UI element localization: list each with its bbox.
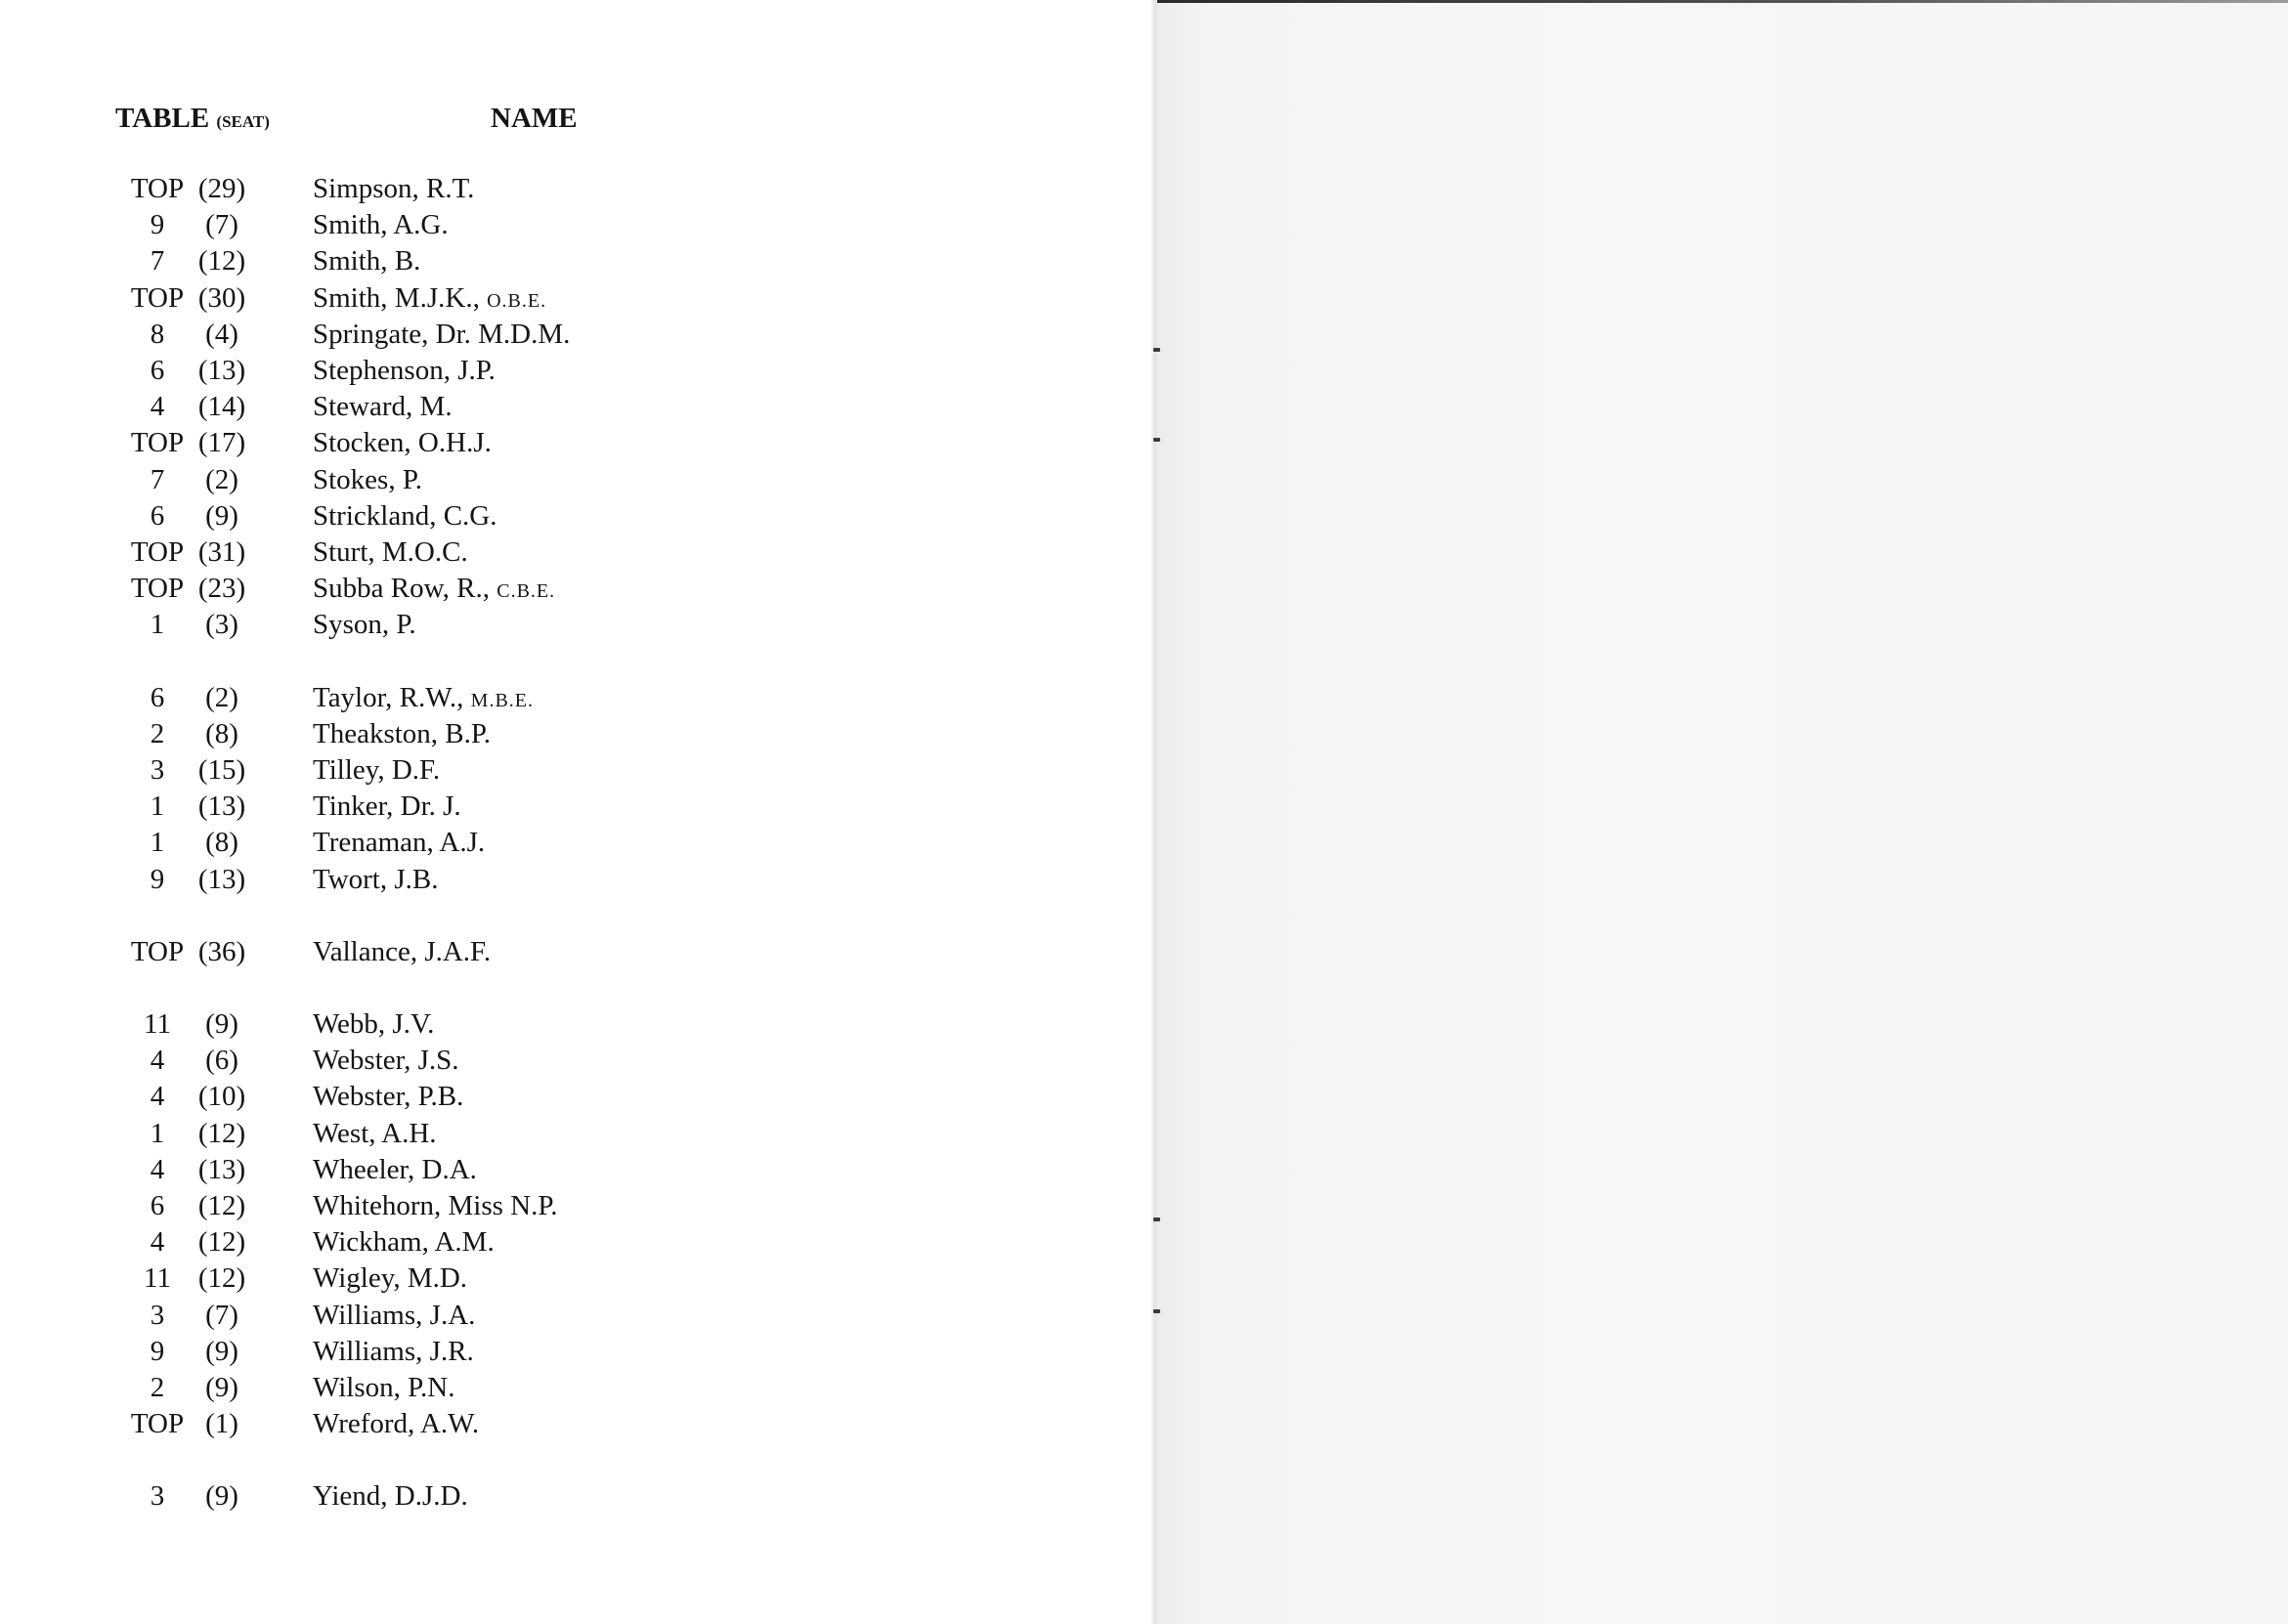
table-row [0, 753, 684, 787]
guest-name-text: Webster, J.S. [313, 1045, 459, 1076]
table-row [0, 244, 684, 278]
table-number: 3 [150, 1480, 165, 1512]
guest-name-text: Wilson, P.N. [313, 1372, 455, 1403]
table-row [0, 1189, 684, 1222]
guest-name [313, 1225, 495, 1259]
table-number: 7 [150, 464, 165, 495]
guest-name [313, 826, 485, 859]
guest-name-text: Syson, P. [313, 609, 416, 640]
guest-name-text: Springate, Dr. M.D.M. [313, 319, 571, 350]
seat-number: (17) [197, 427, 246, 458]
guest-name [313, 1407, 479, 1440]
table-number: 8 [150, 319, 165, 350]
guest-name [313, 608, 416, 641]
guest-name [313, 572, 555, 608]
table-row [0, 172, 684, 205]
seat-number: (12) [197, 1190, 246, 1221]
table-number: 2 [150, 718, 165, 749]
seat-number: (10) [197, 1081, 246, 1112]
seat-number: (23) [197, 573, 246, 604]
guest-name-text: Subba Row, R., [313, 573, 490, 604]
guest-name-text: Theakston, B.P. [313, 718, 492, 749]
table-row [0, 826, 684, 859]
table-row [0, 463, 684, 496]
seat-number: (9) [205, 1480, 238, 1512]
seat-number: (13) [197, 791, 246, 822]
table-number: TOP [130, 536, 185, 568]
table-number: 9 [150, 209, 165, 240]
seat-number: (6) [205, 1045, 238, 1076]
seat-number: (31) [197, 536, 246, 568]
table-number: 11 [144, 1008, 171, 1040]
guest-name-text: Whitehorn, Miss N.P. [313, 1190, 558, 1221]
table-number: 9 [150, 864, 165, 895]
seat-number: (2) [205, 464, 238, 495]
table-number: TOP [130, 173, 185, 204]
seat-number: (14) [197, 391, 246, 422]
guest-name-text: Vallance, J.A.F. [313, 936, 492, 967]
table-row [0, 1117, 684, 1150]
guest-name-text: Stocken, O.H.J. [313, 427, 492, 458]
table-row [0, 1225, 684, 1259]
seat-number: (13) [197, 355, 246, 386]
seat-number: (29) [197, 173, 246, 204]
guest-name-text: Steward, M. [313, 391, 453, 422]
seat-number: (1) [205, 1408, 238, 1439]
right-page-blank [1157, 0, 2288, 1624]
guest-name-text: Smith, B. [313, 245, 421, 277]
table-row [0, 681, 684, 714]
table-number: 1 [150, 791, 165, 822]
guest-name [313, 1080, 463, 1113]
table-number: 3 [150, 1300, 165, 1331]
honour-postnominal: C.B.E. [496, 580, 556, 602]
seat-number: (15) [197, 754, 246, 786]
guest-name-text: Webb, J.V. [313, 1008, 435, 1040]
seat-number: (8) [205, 718, 238, 749]
table-row [0, 426, 684, 459]
guest-name [313, 354, 496, 387]
guest-name [313, 172, 474, 205]
table-number: TOP [130, 936, 185, 967]
table-number: 1 [150, 827, 165, 858]
guest-name-text: Smith, M.J.K., [313, 282, 480, 314]
honour-postnominal: M.B.E. [470, 690, 535, 711]
guest-name [313, 1371, 454, 1404]
guest-name-text: Stephenson, J.P. [313, 355, 496, 386]
seat-number: (12) [197, 1262, 246, 1294]
table-row [0, 863, 684, 896]
seat-number: (7) [205, 1300, 238, 1331]
table-number: TOP [130, 282, 185, 314]
table-row [0, 535, 684, 569]
table-number: 1 [150, 609, 165, 640]
guest-name-text: Tilley, D.F. [313, 754, 441, 786]
seat-number: (4) [205, 319, 238, 350]
seat-number: (9) [205, 500, 238, 532]
guest-name [313, 1299, 475, 1332]
guest-name [313, 717, 491, 750]
seat-number: (30) [197, 282, 246, 314]
guest-name-text: Taylor, R.W., [313, 682, 464, 713]
guest-name [313, 244, 420, 278]
seat-number: (7) [205, 209, 238, 240]
guest-name [313, 1007, 434, 1041]
seat-number: (12) [197, 1226, 246, 1258]
table-row [0, 1479, 684, 1513]
table-number: 4 [150, 391, 165, 422]
guest-name-text: Webster, P.B. [313, 1081, 464, 1112]
seat-number: (36) [197, 936, 246, 967]
table-row [0, 390, 684, 423]
table-row [0, 318, 684, 351]
table-number: 6 [150, 500, 165, 532]
guest-name-text: Wheeler, D.A. [313, 1154, 477, 1185]
guest-name-text: Strickland, C.G. [313, 500, 497, 532]
table-row [0, 1044, 684, 1077]
guest-name-text: West, A.H. [313, 1118, 437, 1149]
guest-name [313, 863, 438, 896]
guest-name [313, 390, 453, 423]
table-row [0, 499, 684, 533]
table-row [0, 717, 684, 750]
guest-name [313, 1153, 477, 1186]
seat-number: (9) [205, 1372, 238, 1403]
table-row [0, 1299, 684, 1332]
table-number: 9 [150, 1336, 165, 1367]
seat-label: (SEAT) [216, 112, 270, 131]
seat-number: (12) [197, 1118, 246, 1149]
guest-name [313, 1117, 437, 1150]
staple-mark [1153, 438, 1160, 442]
guest-name-text: Williams, J.A. [313, 1300, 476, 1331]
table-number: 6 [150, 355, 165, 386]
table-row [0, 1080, 684, 1113]
guest-name-text: Wreford, A.W. [313, 1408, 480, 1439]
column-header-name: NAME [491, 103, 578, 134]
seat-number: (2) [205, 682, 238, 713]
table-number: 3 [150, 754, 165, 786]
table-label: TABLE [115, 103, 210, 134]
table-row [0, 790, 684, 823]
table-number: 11 [144, 1262, 171, 1294]
seat-number: (12) [197, 245, 246, 277]
guest-name-text: Yiend, D.J.D. [313, 1480, 468, 1512]
right-page-top-edge [1157, 0, 2288, 3]
table-number: 7 [150, 245, 165, 277]
guest-name-text: Smith, A.G. [313, 209, 449, 240]
guest-name-text: Williams, J.R. [313, 1336, 474, 1367]
table-row [0, 1371, 684, 1404]
guest-name [313, 753, 440, 787]
table-number: 4 [150, 1045, 165, 1076]
guest-name [313, 1479, 468, 1513]
guest-name-text: Trenaman, A.J. [313, 827, 486, 858]
guest-name-text: Wickham, A.M. [313, 1226, 495, 1258]
seat-number: (3) [205, 609, 238, 640]
table-row [0, 608, 684, 641]
guest-name [313, 318, 570, 351]
table-row [0, 354, 684, 387]
guest-name [313, 1261, 467, 1295]
guest-name [313, 681, 534, 717]
table-row [0, 1261, 684, 1295]
guest-name [313, 790, 461, 823]
guest-name [313, 463, 422, 496]
table-row [0, 1335, 684, 1368]
staple-mark [1153, 1218, 1160, 1221]
table-number: TOP [130, 427, 185, 458]
staple-mark [1153, 1309, 1160, 1313]
table-row [0, 1153, 684, 1186]
table-row [0, 935, 684, 968]
guest-name [313, 1335, 474, 1368]
table-row [0, 572, 684, 605]
table-number: 2 [150, 1372, 165, 1403]
guest-name [313, 426, 492, 459]
seat-number: (9) [205, 1008, 238, 1040]
guest-name-text: Stokes, P. [313, 464, 423, 495]
guest-name-text: Twort, J.B. [313, 864, 439, 895]
table-number: TOP [130, 1408, 185, 1439]
guest-name [313, 1189, 558, 1222]
table-number: 6 [150, 682, 165, 713]
honour-postnominal: O.B.E. [487, 290, 547, 312]
guest-name [313, 208, 449, 241]
guest-name [313, 1044, 459, 1077]
guest-name [313, 935, 491, 968]
guest-name [313, 281, 546, 318]
guest-name-text: Sturt, M.O.C. [313, 536, 468, 568]
table-number: 1 [150, 1118, 165, 1149]
table-row [0, 281, 684, 315]
guest-name-text: Tinker, Dr. J. [313, 791, 461, 822]
table-number: 4 [150, 1081, 165, 1112]
table-number: 4 [150, 1226, 165, 1258]
seat-number: (9) [205, 1336, 238, 1367]
table-row [0, 1407, 684, 1440]
table-number: 4 [150, 1154, 165, 1185]
table-row [0, 208, 684, 241]
table-number: TOP [130, 573, 185, 604]
guest-name [313, 499, 497, 533]
guest-name-text: Simpson, R.T. [313, 173, 475, 204]
seat-number: (13) [197, 1154, 246, 1185]
guest-name-text: Wigley, M.D. [313, 1262, 468, 1294]
seat-number: (13) [197, 864, 246, 895]
table-row [0, 1007, 684, 1041]
seat-number: (8) [205, 827, 238, 858]
guest-name [313, 535, 468, 569]
table-number: 6 [150, 1190, 165, 1221]
staple-mark [1153, 348, 1160, 352]
